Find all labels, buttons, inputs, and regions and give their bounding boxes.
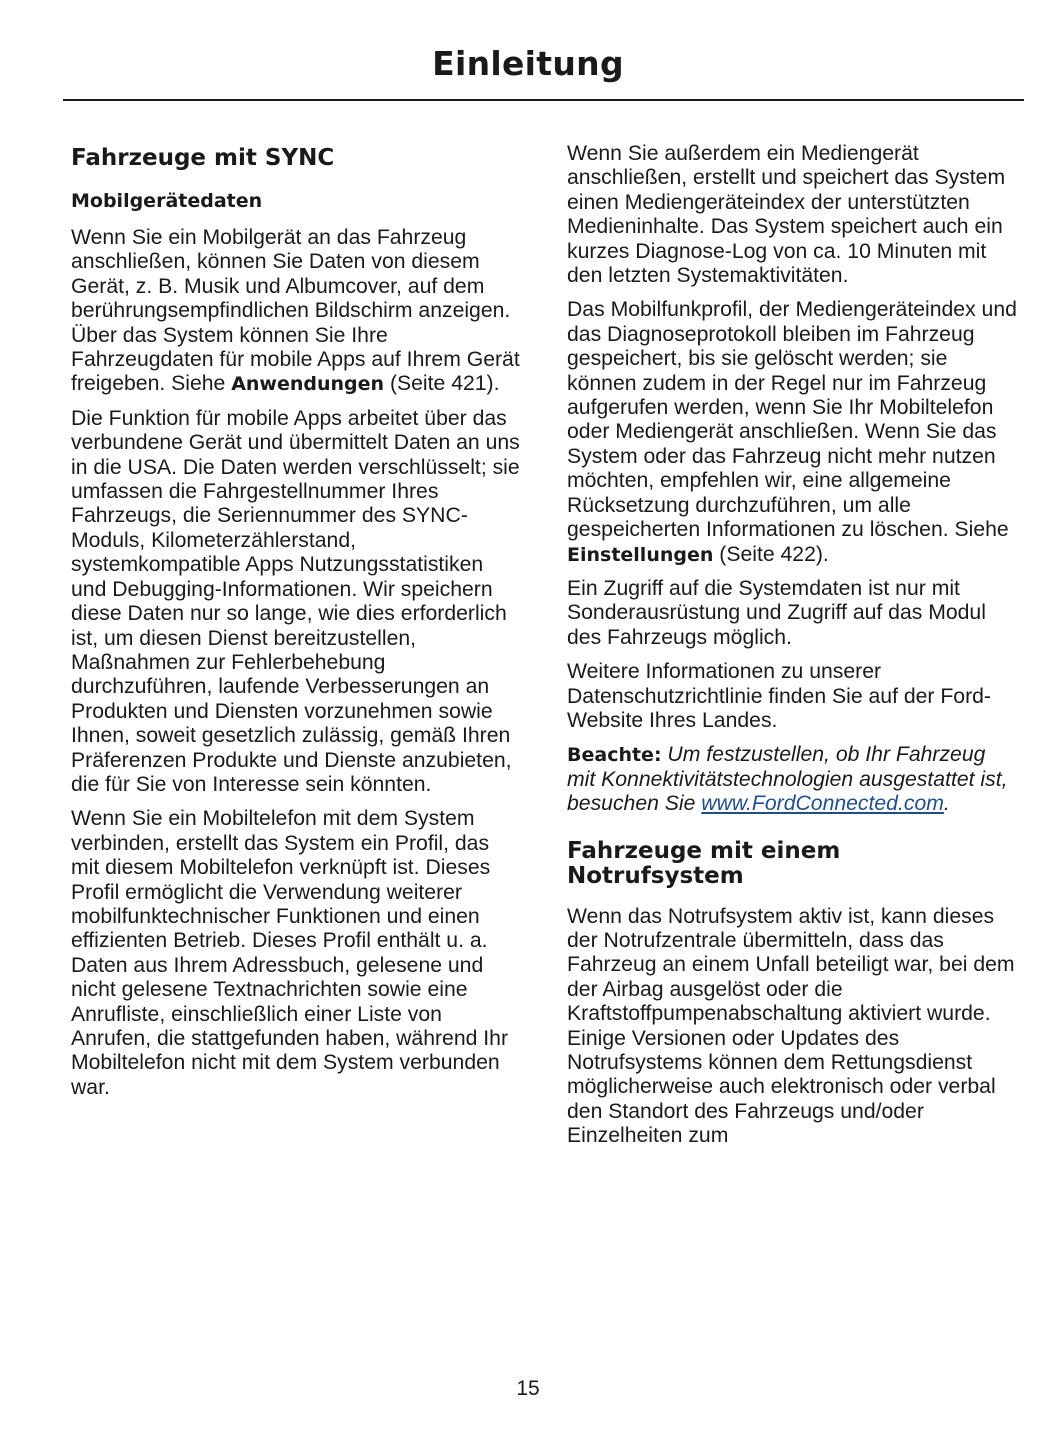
page-reference: (Seite 421). [384,372,500,396]
paragraph-text: Wenn Sie ein Mobilgerät an das Fahrzeug anschließen, können Sie Daten von diesem Gerät, z. B. Musik und Albumcover, auf dem berührungsempfindlichen Bildschirm anzeigen. Über das System können Sie Ihre Fahrzeugdaten für mobile Apps auf Ihrem Gerät freigeben. Siehe [71,226,520,396]
right-column [567,142,1019,1159]
paragraph-data-storage [567,298,1019,566]
header-divider [63,99,1024,101]
section-heading-sync: Fahrzeuge mit SYNC [71,145,335,171]
paragraph-privacy-info: Weitere Informationen zu unserer Datenschutzrichtlinie finden Sie auf der Ford-Website Ihres Landes. [567,660,991,732]
note-end: . [943,792,950,816]
note-label: Beachte: [567,744,662,767]
subheading-mobile-device-data: Mobilgerätedaten [71,190,263,212]
note-text: Um festzustellen, ob Ihr Fahrzeug mit Konnektivitätstechnologien ausgestattet ist, besuchen Sie [567,743,1008,816]
section-heading-emergency: Fahrzeuge mit einem Notrufsystem [567,837,841,889]
page-number: 15 [516,1377,540,1400]
cross-reference-settings[interactable]: Einstellungen [567,543,714,566]
paragraph-emergency-system: Wenn das Notrufsystem aktiv ist, kann dieses der Notrufzentrale übermitteln, dass das Fahrzeug an einem Unfall beteiligt war, bei dem der Airbag ausgelöst oder die Kraftstoffpumpenabschaltung aktiviert wurde. Einige Versionen oder Updates des Notrufsystems können dem Rettungsdienst möglicherweise auch elektronisch oder verbal den Standort des Fahrzeugs und/oder Einzelheiten zum [567,904,1015,1148]
paragraph-mobile-device [71,226,523,397]
paragraph-media-device: Wenn Sie außerdem ein Mediengerät anschließen, erstellt und speichert das System einen Mediengeräteindex der unterstützten Medieninhalte. Das System speichert auch ein kurzes Diagnose-Log von ca. 10 Minuten mit den letzten Systemaktivitäten. [567,142,1006,288]
paragraph-mobile-apps: Die Funktion für mobile Apps arbeitet über das verbundene Gerät und übermittelt Daten an uns in die USA. Die Daten werden verschlüsselt; sie umfassen die Fahrgestellnummer Ihres Fahrzeugs, die Seriennummer des SYNC-Moduls, Kilometerzählerstand, systemkompatible Apps Nutzungsstatistiken und Debugging-Informationen. Wir speichern diese Daten nur so lange, wie dies erforderlich ist, um diesen Dienst bereitzustellen, Maßnahmen zur Fehlerbehebung durchzuführen, laufende Verbesserungen an Produkten und Diensten vorzunehmen sowie Ihnen, soweit gesetzlich zulässig, gemäß Ihren Präferenzen Produkte und Dienste anzubieten, die für Sie von Interesse sein könnten. [71,406,520,796]
paragraph-text: Das Mobilfunkprofil, der Mediengeräteindex und das Diagnoseprotokoll bleiben im Fahrzeug gespeichert, bis sie gelöscht werden; sie können zudem in der Regel nur im Fahrzeug aufgerufen werden, wenn Sie Ihr Mobiltelefon oder Mediengerät anschließen. Wenn Sie das System oder das Fahrzeug nicht mehr nutzen möchten, empfehlen wir, eine allgemeine Rücksetzung durchzuführen, um alle gespeicherten Informationen zu löschen. Siehe [567,298,1017,542]
left-column [71,142,523,1110]
page-reference: (Seite 422). [713,542,829,566]
note-block [567,743,1019,816]
page-title: Einleitung [432,44,624,83]
cross-reference-apps[interactable]: Anwendungen [231,373,385,396]
paragraph-system-access: Ein Zugriff auf die Systemdaten ist nur mit Sonderausrüstung und Zugriff auf das Modul des Fahrzeugs möglich. [567,576,986,649]
fordconnected-link[interactable]: www.FordConnected.com [701,792,944,816]
paragraph-phone-profile: Wenn Sie ein Mobiltelefon mit dem System verbinden, erstellt das System ein Profil, das mit diesem Mobiltelefon verknüpft ist. Dieses Profil ermöglicht die Verwendung weiterer mobilfunktechnischer Funktionen und einen effizienten Betrieb. Dieses Profil enthält u. a. Daten aus Ihrem Adressbuch, gelesene und nicht gelesene Textnachrichten sowie eine Anrufliste, einschließlich einer Liste von Anrufen, die stattgefunden haben, während Ihr Mobiltelefon nicht mit dem System verbunden war. [71,807,509,1099]
